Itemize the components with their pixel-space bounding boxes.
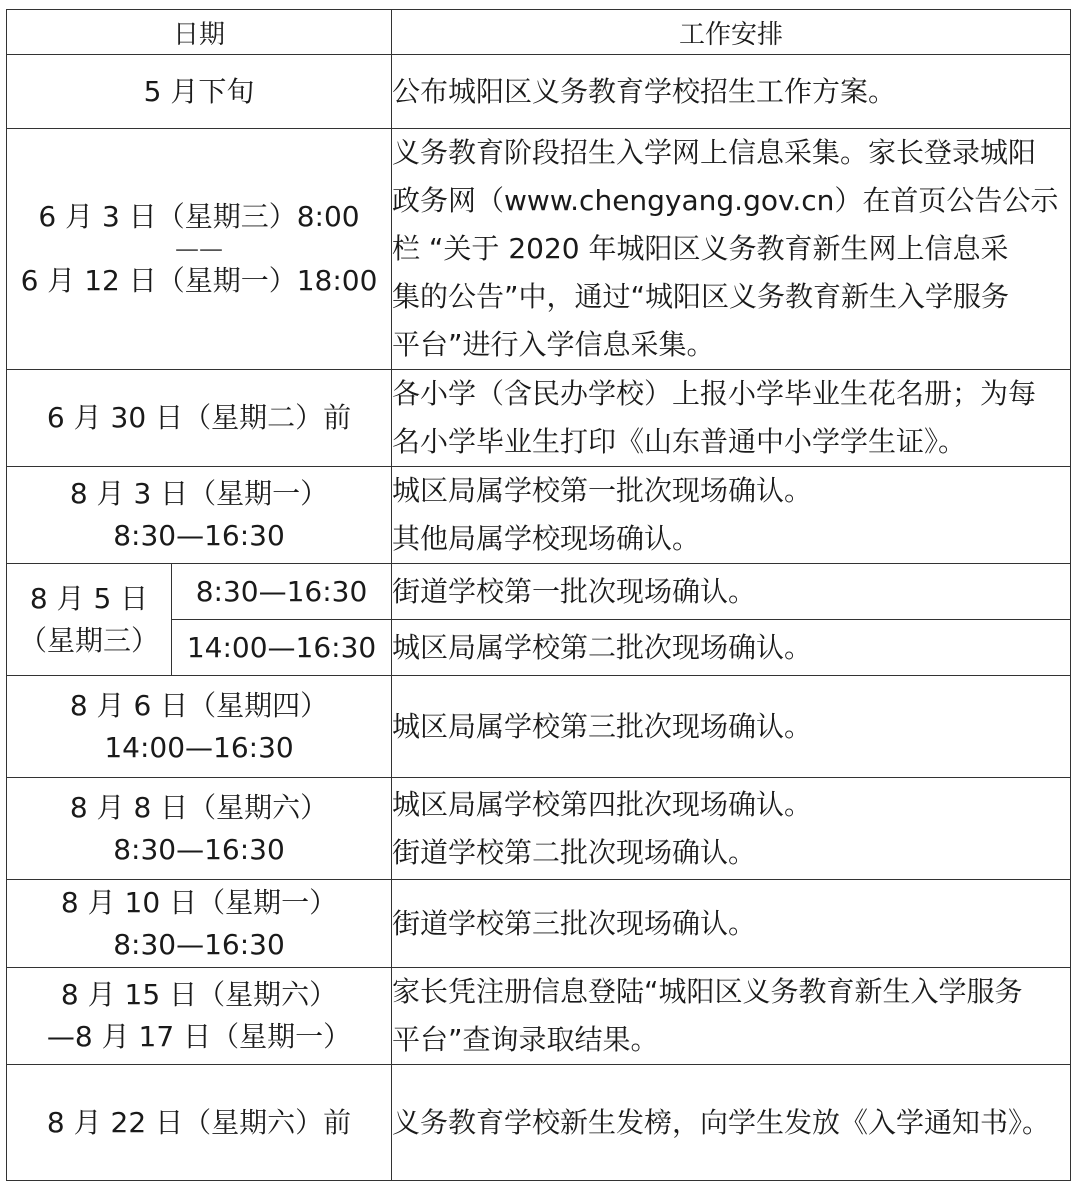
work-cell: 义务教育学校新生发榜，向学生发放《入学通知书》。 xyxy=(392,1065,1071,1181)
work-cell: 城区局属学校第一批次现场确认。 其他局属学校现场确认。 xyxy=(392,467,1071,564)
date-cell: 8 月 15 日（星期六） —8 月 17 日（星期一） xyxy=(7,968,392,1065)
table-row xyxy=(7,968,1071,1065)
work-cell: 城区局属学校第三批次现场确认。 xyxy=(392,676,1071,778)
schedule-table xyxy=(6,9,1071,1181)
table-row xyxy=(7,129,1071,370)
date-cell: 8 月 3 日（星期一） 8:30—16:30 xyxy=(7,467,392,564)
time-cell: 8:30—16:30 xyxy=(172,564,392,620)
work-cell: 城区局属学校第四批次现场确认。 街道学校第二批次现场确认。 xyxy=(392,778,1071,880)
date-cell: 8 月 22 日（星期六）前 xyxy=(7,1065,392,1181)
date-cell: 8 月 10 日（星期一） 8:30—16:30 xyxy=(7,880,392,968)
work-cell: 街道学校第三批次现场确认。 xyxy=(392,880,1071,968)
work-cell: 各小学（含民办学校）上报小学毕业生花名册；为每 名小学毕业生打印《山东普通中小学学生证》。 xyxy=(392,370,1071,467)
date-cell: 6 月 3 日（星期三）8:00 —— 6 月 12 日（星期一）18:00 xyxy=(7,129,392,370)
table-row xyxy=(7,55,1071,129)
date-cell: 8 月 6 日（星期四） 14:00—16:30 xyxy=(7,676,392,778)
work-cell: 家长凭注册信息登陆“城阳区义务教育新生入学服务 平台”查询录取结果。 xyxy=(392,968,1071,1065)
table-row xyxy=(7,1065,1071,1181)
table-row xyxy=(7,676,1071,778)
date-cell: 8 月 5 日 （星期三） xyxy=(7,564,172,676)
header-work: 工作安排 xyxy=(392,10,1071,55)
date-cell: 8 月 8 日（星期六） 8:30—16:30 xyxy=(7,778,392,880)
date-cell: 6 月 30 日（星期二）前 xyxy=(7,370,392,467)
table-header-row xyxy=(7,10,1071,55)
table-row xyxy=(7,370,1071,467)
work-cell: 义务教育阶段招生入学网上信息采集。家长登录城阳 政务网（www.chengyang.gov.cn）在首页公告公示 栏 “关于 2020 年城阳区义务教育新生网上信息采 集的公告”中，通过“城阳区义务教育新生入学服务 平台”进行入学信息采集。 xyxy=(392,129,1071,370)
table-row xyxy=(7,880,1071,968)
work-cell: 街道学校第一批次现场确认。 xyxy=(392,564,1071,620)
table-row xyxy=(7,467,1071,564)
time-cell: 14:00—16:30 xyxy=(172,620,392,676)
table-row xyxy=(7,564,1071,620)
date-cell: 5 月下旬 xyxy=(7,55,392,129)
header-date: 日期 xyxy=(7,10,392,55)
work-cell: 公布城阳区义务教育学校招生工作方案。 xyxy=(392,55,1071,129)
table-row xyxy=(7,778,1071,880)
work-cell: 城区局属学校第二批次现场确认。 xyxy=(392,620,1071,676)
